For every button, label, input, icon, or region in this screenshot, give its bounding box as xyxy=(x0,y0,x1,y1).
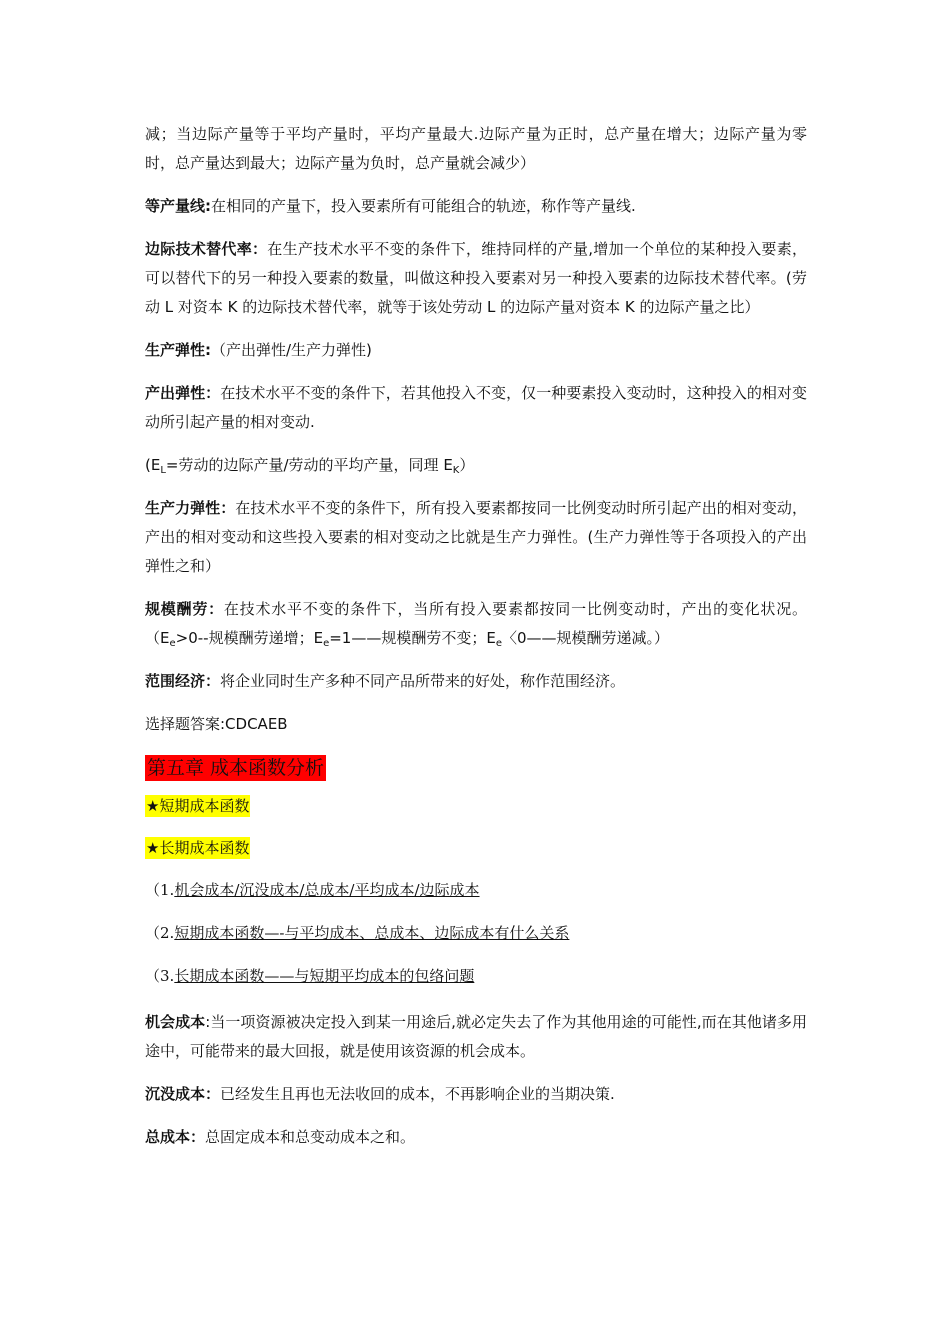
definition-text: 在生产技术水平不变的条件下，维持同样的产量,增加一个单位的某种投入要素，可以替代下的另一种投入要素的数量，叫做这种投入要素对另一种投入要素的边际技术替代率。(劳动 L 对资本 K 的边际技术替代率，就等于该处劳动 L 的边际产量对资本 K 的边际产量之比） xyxy=(145,240,807,316)
subscript-e: e xyxy=(495,638,502,649)
list-prefix: （1. xyxy=(145,881,175,899)
definition-text: >0--规模酬劳递增；E xyxy=(175,629,324,647)
paragraph-opportunity-cost xyxy=(145,1008,807,1066)
paragraph-marginal-product xyxy=(145,120,807,178)
definition-text: 在技术水平不变的条件下，所有投入要素都按同一比例变动时所引起产出的相对变动，产出的相对变动和这些投入要素的相对变动之比就是生产力弹性。(生产力弹性等于各项投入的产出弹性之和） xyxy=(145,499,807,575)
subscript-k: K xyxy=(452,465,460,476)
list-item xyxy=(145,922,807,944)
term-label: 生产弹性: xyxy=(145,341,211,359)
definition-text: 总固定成本和总变动成本之和。 xyxy=(205,1128,416,1146)
definition-text: 在技术水平不变的条件下，当所有投入要素都按同一比例变动时，产出的变化状况。（E xyxy=(145,600,807,647)
definition-text: :当一项资源被决定投入到某一用途后,就必定失去了作为其他用途的可能性,而在其他诸多用途中，可能带来的最大回报，就是使用该资源的机会成本。 xyxy=(145,1013,807,1060)
chapter-heading-wrap xyxy=(145,753,807,795)
term-label: 总成本： xyxy=(145,1128,206,1146)
term-label: 范围经济： xyxy=(145,672,221,690)
definition-text: （产出弹性/生产力弹性) xyxy=(211,341,372,359)
paragraph-productivity-elasticity xyxy=(145,494,807,581)
term-label: 边际技术替代率： xyxy=(145,240,268,258)
list-text: 短期成本函数—-与平均成本、总成本、边际成本有什么关系 xyxy=(174,924,570,942)
highlight-short-run-cost: ★短期成本函数 xyxy=(146,797,250,815)
formula-open: (E xyxy=(145,456,161,474)
paragraph-elasticity-formula xyxy=(145,451,807,480)
highlight-long-run-cost: ★长期成本函数 xyxy=(146,839,250,857)
term-label: 机会成本 xyxy=(145,1013,206,1031)
list-text: 机会成本/沉没成本/总成本/平均成本/边际成本 xyxy=(174,881,480,899)
subscript-e: e xyxy=(169,638,176,649)
definition-text: 已经发生且再也无法收回的成本，不再影响企业的当期决策. xyxy=(220,1085,615,1103)
paragraph-isoquant xyxy=(145,192,807,221)
paragraph-sunk-cost xyxy=(145,1080,807,1109)
term-label: 规模酬劳： xyxy=(145,600,224,618)
term-label: 生产力弹性： xyxy=(145,499,236,517)
highlight-short-wrap xyxy=(145,795,807,817)
term-label: 产出弹性： xyxy=(145,384,221,402)
paragraph-text: 减；当边际产量等于平均产量时，平均产量最大.边际产量为正时，总产量在增大；边际产量为零时，总产量达到最大；边际产量为负时，总产量就会减少） xyxy=(145,125,807,172)
paragraph-economies-of-scope xyxy=(145,667,807,696)
term-label: 等产量线: xyxy=(145,197,211,215)
chapter-heading: 第五章 成本函数分析 xyxy=(147,757,325,779)
definition-text: 〈0——规模酬劳递减。） xyxy=(501,629,670,647)
paragraph-production-elasticity xyxy=(145,336,807,365)
list-item xyxy=(145,965,807,987)
formula-close: ） xyxy=(459,456,475,474)
list-prefix: （2. xyxy=(145,924,175,942)
definition-text: 将企业同时生产多种不同产品所带来的好处，称作范围经济。 xyxy=(220,672,626,690)
paragraph-output-elasticity xyxy=(145,379,807,437)
list-prefix: （3. xyxy=(145,967,175,985)
subscript-l: L xyxy=(160,465,166,476)
subscript-e: e xyxy=(323,638,330,649)
paragraph-answers xyxy=(145,710,807,739)
definition-text: =1——规模酬劳不变；E xyxy=(329,629,496,647)
paragraph-total-cost xyxy=(145,1123,807,1152)
highlight-long-wrap xyxy=(145,837,807,859)
formula-mid: =劳动的边际产量/劳动的平均产量，同理 E xyxy=(165,456,453,474)
list-item xyxy=(145,879,807,901)
paragraph-returns-to-scale xyxy=(145,595,807,653)
paragraph-mrts xyxy=(145,235,807,322)
term-label: 沉没成本： xyxy=(145,1085,221,1103)
definition-text: 在技术水平不变的条件下，若其他投入不变，仅一种要素投入变动时，这种投入的相对变动所引起产量的相对变动. xyxy=(145,384,807,431)
document-page xyxy=(145,120,807,1166)
definition-text: 在相同的产量下，投入要素所有可能组合的轨迹，称作等产量线. xyxy=(211,197,636,215)
list-text: 长期成本函数——与短期平均成本的包络问题 xyxy=(174,967,475,985)
answer-text: 选择题答案:CDCAEB xyxy=(145,715,288,733)
